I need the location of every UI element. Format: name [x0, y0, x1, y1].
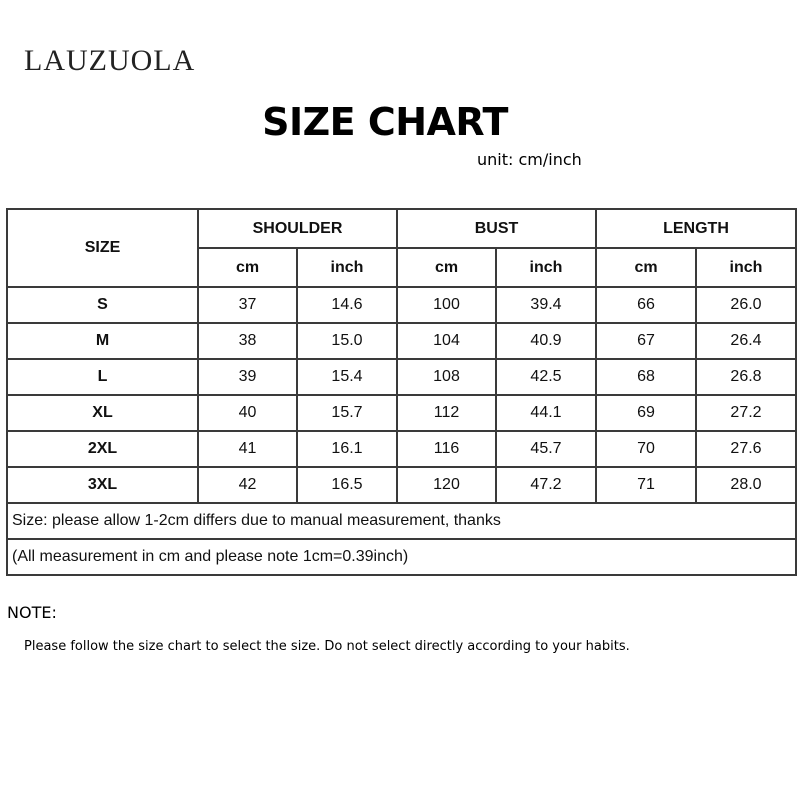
table-cell: 66 — [596, 287, 696, 323]
unit-header: cm — [198, 248, 297, 287]
table-cell: 104 — [397, 323, 496, 359]
shoulder-header: SHOULDER — [198, 209, 397, 248]
table-row — [7, 323, 796, 359]
table-cell: 15.0 — [297, 323, 397, 359]
unit-label: unit: cm/inch — [477, 150, 582, 169]
table-cell: 28.0 — [696, 467, 796, 503]
table-cell: 15.4 — [297, 359, 397, 395]
size-label-cell: 3XL — [7, 467, 198, 503]
table-cell: 116 — [397, 431, 496, 467]
footnote-row — [7, 539, 796, 575]
unit-header: inch — [696, 248, 796, 287]
table-row — [7, 287, 796, 323]
table-cell: 40 — [198, 395, 297, 431]
table-cell: 68 — [596, 359, 696, 395]
table-cell: 40.9 — [496, 323, 596, 359]
size-label-cell: M — [7, 323, 198, 359]
table-cell: 14.6 — [297, 287, 397, 323]
size-column-header: SIZE — [7, 209, 198, 287]
table-row — [7, 467, 796, 503]
note-title: NOTE: — [7, 603, 57, 622]
unit-header: inch — [297, 248, 397, 287]
table-cell: 27.6 — [696, 431, 796, 467]
table-row — [7, 395, 796, 431]
table-cell: 42 — [198, 467, 297, 503]
footnote-measurement: Size: please allow 1-2cm differs due to manual measurement, thanks — [7, 503, 796, 539]
table-cell: 41 — [198, 431, 297, 467]
table-cell: 15.7 — [297, 395, 397, 431]
footnote-row — [7, 503, 796, 539]
table-cell: 112 — [397, 395, 496, 431]
table-cell: 37 — [198, 287, 297, 323]
size-label-cell: XL — [7, 395, 198, 431]
table-cell: 70 — [596, 431, 696, 467]
size-label-cell: L — [7, 359, 198, 395]
size-label-cell: 2XL — [7, 431, 198, 467]
bust-header: BUST — [397, 209, 596, 248]
table-cell: 26.4 — [696, 323, 796, 359]
table-cell: 108 — [397, 359, 496, 395]
table-cell: 16.5 — [297, 467, 397, 503]
table-cell: 71 — [596, 467, 696, 503]
table-cell: 16.1 — [297, 431, 397, 467]
table-cell: 38 — [198, 323, 297, 359]
table-cell: 26.8 — [696, 359, 796, 395]
table-cell: 26.0 — [696, 287, 796, 323]
unit-header: cm — [596, 248, 696, 287]
table-cell: 45.7 — [496, 431, 596, 467]
page-title: SIZE CHART — [262, 100, 508, 144]
footnote-conversion: (All measurement in cm and please note 1cm=0.39inch) — [7, 539, 796, 575]
table-row — [7, 359, 796, 395]
table-cell: 67 — [596, 323, 696, 359]
unit-header: cm — [397, 248, 496, 287]
size-label-cell: S — [7, 287, 198, 323]
table-cell: 39 — [198, 359, 297, 395]
header-row-groups — [7, 209, 796, 248]
size-chart-table — [6, 208, 797, 576]
table-cell: 42.5 — [496, 359, 596, 395]
table-row — [7, 431, 796, 467]
table-cell: 44.1 — [496, 395, 596, 431]
note-text: Please follow the size chart to select the size. Do not select directly according to your habits. — [24, 639, 630, 654]
brand-logo-text: LAUZUOLA — [24, 44, 196, 77]
table-cell: 27.2 — [696, 395, 796, 431]
table-cell: 47.2 — [496, 467, 596, 503]
table-cell: 100 — [397, 287, 496, 323]
length-header: LENGTH — [596, 209, 796, 248]
table-cell: 120 — [397, 467, 496, 503]
table-cell: 39.4 — [496, 287, 596, 323]
table-cell: 69 — [596, 395, 696, 431]
unit-header: inch — [496, 248, 596, 287]
